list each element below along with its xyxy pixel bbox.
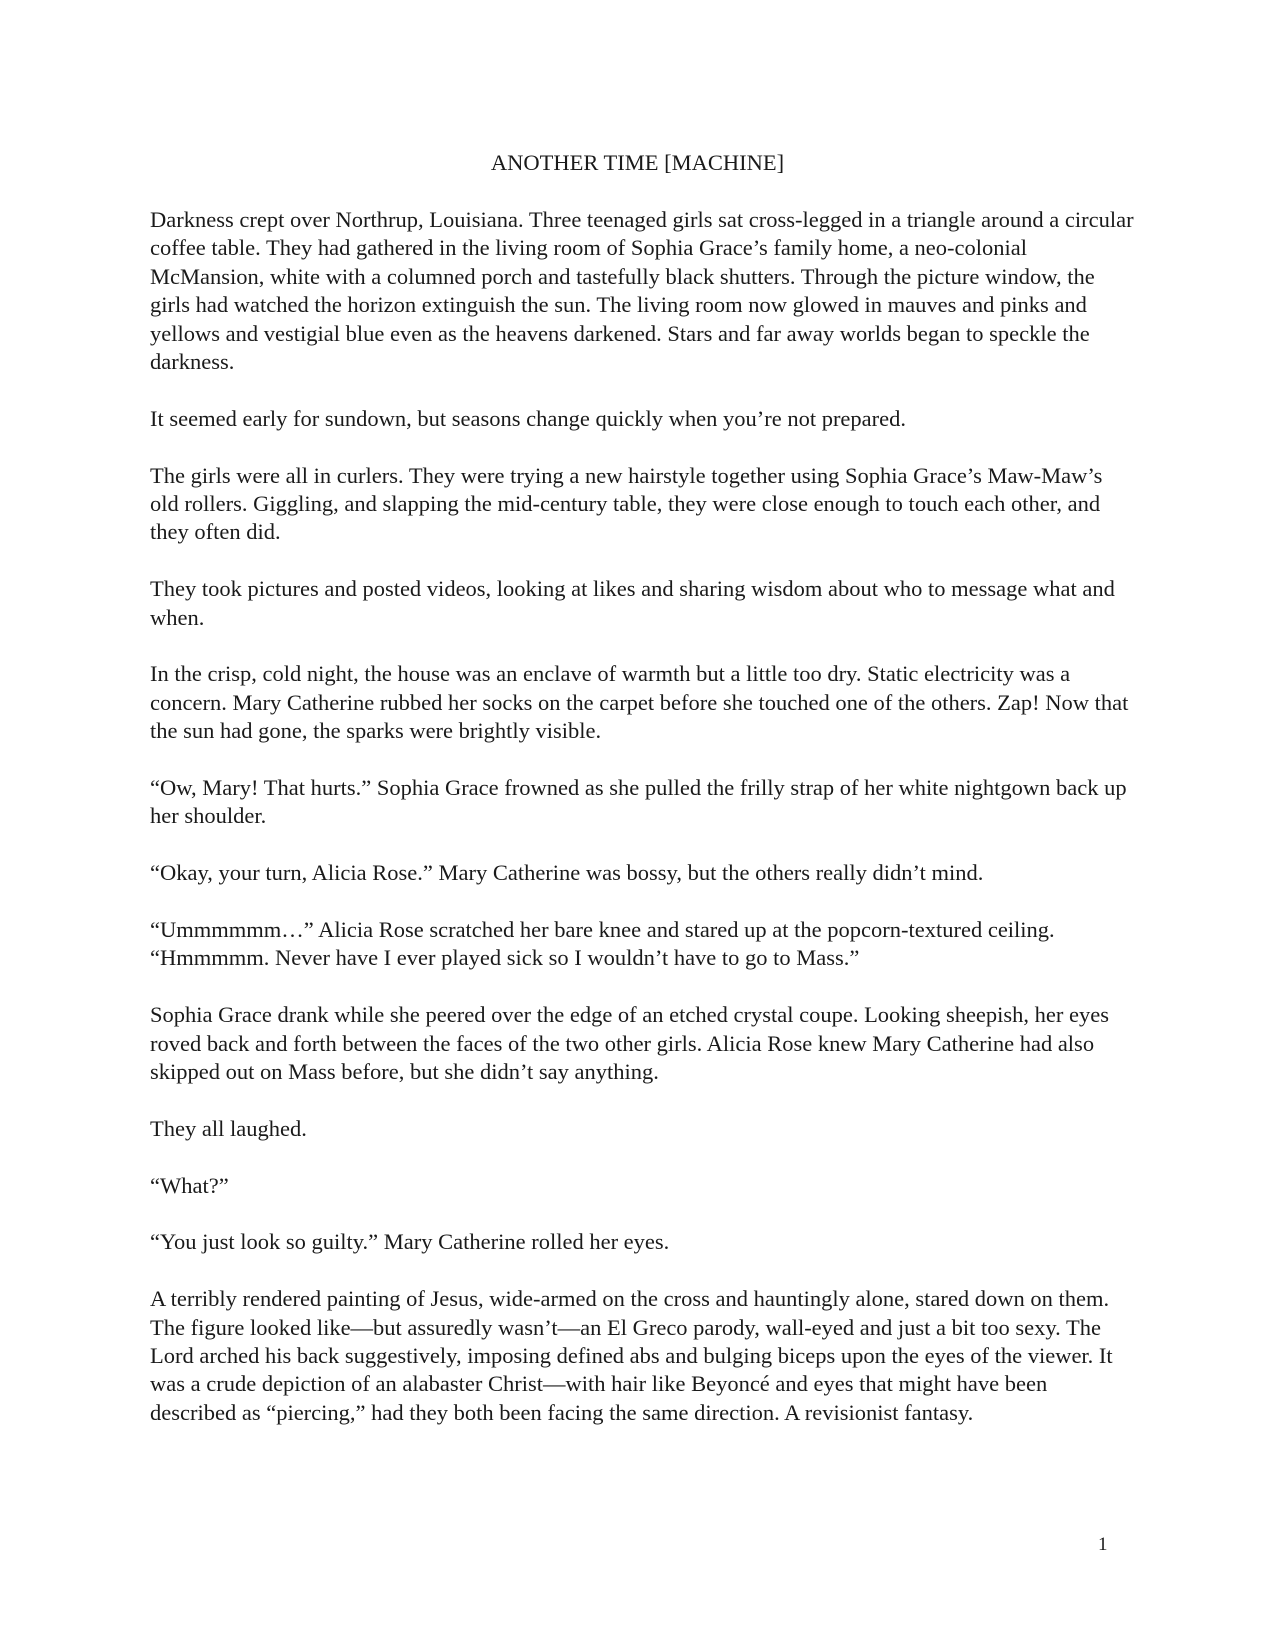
paragraph: They took pictures and posted videos, looking at likes and sharing wisdom about who to message what and when. xyxy=(150,576,1115,630)
page-number: 1 xyxy=(1098,1534,1108,1555)
paragraph: “Ummmmmm…” Alicia Rose scratched her bare knee and stared up at the popcorn-textured ceiling. “Hmmmmm. Never have I ever played sick so I wouldn’t have to go to Mass.” xyxy=(150,917,1055,971)
paragraph: It seemed early for sundown, but seasons change quickly when you’re not prepared. xyxy=(150,405,907,431)
document-title: ANOTHER TIME [MACHINE] xyxy=(490,150,785,175)
paragraph: Darkness crept over Northrup, Louisiana. Three teenaged girls sat cross-legged in a triangle around a circular coffee table. They had gathered in the living room of Sophia Grace’s family home, a neo-colonial McMansion, white with a columned porch and tastefully black shutters. Through the picture window, the girls had watched the horizon extinguish the sun. The living room now glowed in mauves and pinks and yellows and vestigial blue even as the heavens darkened. Stars and far away worlds began to speckle the darkness. xyxy=(150,207,1134,375)
paragraph: They all laughed. xyxy=(150,1115,307,1141)
paragraph: “You just look so guilty.” Mary Catherine rolled her eyes. xyxy=(150,1229,670,1255)
paragraph: Sophia Grace drank while she peered over the edge of an etched crystal coupe. Looking sheepish, her eyes roved back and forth between the faces of the two other girls. Alicia Rose knew Mary Catherine had also skipped out on Mass before, but she didn’t say anything. xyxy=(150,1002,1110,1085)
paragraph: A terribly rendered painting of Jesus, wide-armed on the cross and hauntingly alone, stared down on them. The figure looked like—but assuredly wasn’t—an El Greco parody, wall-eyed and just a bit too sexy. The Lord arched his back suggestively, imposing defined abs and bulging biceps upon the eyes of the viewer. It was a crude depiction of an alabaster Christ—with hair like Beyoncé and eyes that might have been described as “piercing,” had they both been facing the same direction. A revisionist fantasy. xyxy=(150,1286,1113,1425)
paragraph: “Ow, Mary! That hurts.” Sophia Grace frowned as she pulled the frilly strap of her white nightgown back up her shoulder. xyxy=(150,775,1127,829)
paragraph: “Okay, your turn, Alicia Rose.” Mary Catherine was bossy, but the others really didn’t mind. xyxy=(150,860,984,886)
paragraph: In the crisp, cold night, the house was an enclave of warmth but a little too dry. Static electricity was a concern. Mary Catherine rubbed her socks on the carpet before she touched one of the others. Zap! Now that the sun had gone, the sparks were brightly visible. xyxy=(150,661,1129,744)
paragraph: “What?” xyxy=(150,1172,229,1198)
paragraph: The girls were all in curlers. They were trying a new hairstyle together using Sophia Grace’s Maw-Maw’s old rollers. Giggling, and slapping the mid-century table, they were close enough to touch each other, and they often did. xyxy=(150,462,1103,545)
document-body xyxy=(150,206,1135,1456)
